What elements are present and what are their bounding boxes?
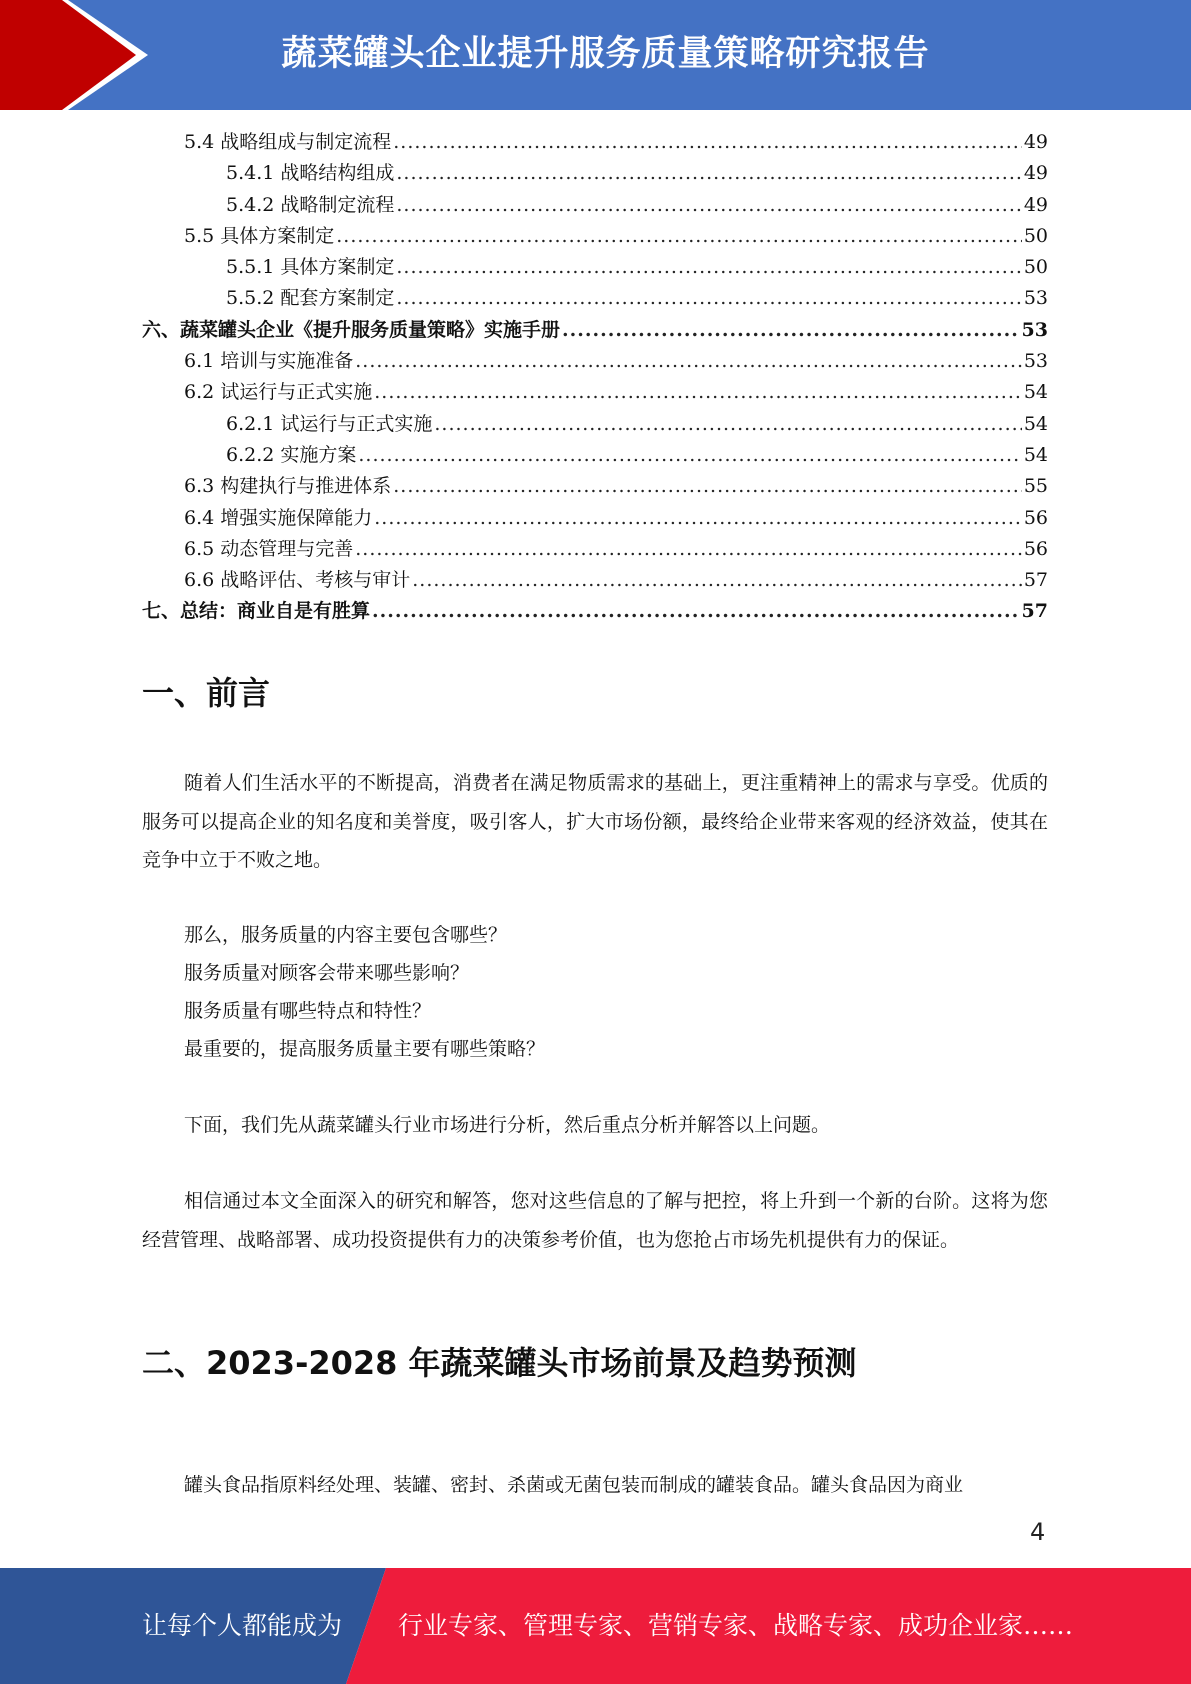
analysis-intro-paragraph: 下面，我们先从蔬菜罐头行业市场进行分析，然后重点分析并解答以上问题。	[184, 1114, 831, 1136]
section-heading-market-forecast: 二、2023-2028 年蔬菜罐头市场前景及趋势预测	[142, 1344, 857, 1382]
toc-entry[interactable]	[142, 565, 1048, 596]
toc-entry-page: 55	[1023, 475, 1048, 498]
toc-entry[interactable]	[142, 158, 1048, 189]
toc-entry-page: 56	[1023, 506, 1048, 529]
toc-entry[interactable]	[142, 127, 1048, 158]
toc-entry[interactable]	[142, 503, 1048, 534]
toc-entry-label: 5.4.1 战略结构组成	[226, 162, 395, 185]
toc-leader-dots	[336, 221, 1022, 252]
toc-entry-page: 49	[1023, 131, 1048, 153]
toc-entry-label: 5.5 具体方案制定	[184, 224, 335, 247]
footer-slogan-right: 行业专家、管理专家、营销专家、战略专家、成功企业家……	[398, 1611, 1074, 1640]
footer-slogan-left: 让每个人都能成为	[142, 1611, 343, 1640]
toc-entry-label: 6.1 培训与实施准备	[184, 350, 354, 373]
question-line: 服务质量有哪些特点和特性？	[184, 1000, 432, 1022]
toc-entry[interactable]	[142, 252, 1048, 283]
question-line: 最重要的，提高服务质量主要有哪些策略？	[184, 1038, 546, 1060]
toc-leader-dots	[396, 158, 1021, 189]
table-of-contents	[142, 127, 1048, 628]
toc-entry[interactable]	[142, 596, 1048, 627]
toc-entry[interactable]	[142, 315, 1048, 346]
toc-entry-label: 6.5 动态管理与完善	[184, 537, 354, 560]
toc-leader-dots	[396, 252, 1021, 283]
toc-entry-page: 57	[1021, 600, 1048, 623]
toc-entry-label: 6.2 试运行与正式实施	[184, 381, 373, 404]
toc-entry-label: 6.4 增强实施保障能力	[184, 506, 373, 529]
report-title: 蔬菜罐头企业提升服务质量策略研究报告	[281, 34, 930, 74]
toc-entry-page: 53	[1021, 318, 1048, 341]
toc-leader-dots	[358, 440, 1021, 471]
toc-entry-page: 56	[1023, 537, 1048, 560]
toc-leader-dots	[393, 471, 1022, 502]
market-paragraph: 罐头食品指原料经处理、装罐、密封、杀菌或无菌包装而制成的罐装食品。罐头食品因为商业	[184, 1474, 964, 1496]
page-footer	[0, 1568, 1191, 1684]
toc-leader-dots	[396, 283, 1021, 314]
toc-entry-page: 57	[1023, 569, 1048, 592]
toc-entry-page: 50	[1023, 256, 1048, 279]
toc-entry[interactable]	[142, 283, 1048, 314]
toc-leader-dots	[396, 190, 1021, 221]
toc-entry-label: 七、总结：商业自是有胜算	[142, 600, 371, 623]
toc-leader-dots	[412, 565, 1022, 596]
section-heading-preface: 一、前言	[142, 674, 271, 712]
toc-entry-label: 6.6 战略评估、考核与审计	[184, 569, 411, 592]
value-paragraph: 相信通过本文全面深入的研究和解答，您对这些信息的了解与把控，将上升到一个新的台阶。这将为您经营管理、战略部署、成功投资提供有力的决策参考价值，也为您抢占市场先机提供有力的保证。	[142, 1190, 1048, 1251]
toc-leader-dots	[374, 503, 1022, 534]
toc-entry[interactable]	[142, 534, 1048, 565]
toc-entry-page: 53	[1023, 350, 1048, 373]
toc-entry-label: 6.2.1 试运行与正式实施	[226, 412, 433, 435]
toc-entry-label: 6.3 构建执行与推进体系	[184, 475, 392, 498]
toc-entry[interactable]	[142, 440, 1048, 471]
toc-leader-dots	[355, 346, 1022, 377]
page-number: 4	[1030, 1518, 1046, 1546]
toc-entry-label: 5.4.2 战略制定流程	[226, 193, 395, 216]
toc-leader-dots	[562, 315, 1020, 346]
toc-entry-page: 54	[1023, 443, 1048, 466]
question-line: 那么，服务质量的内容主要包含哪些？	[184, 924, 508, 946]
preface-paragraph: 随着人们生活水平的不断提高，消费者在满足物质需求的基础上，更注重精神上的需求与享受。优质的服务可以提高企业的知名度和美誉度，吸引客人，扩大市场份额，最终给企业带来客观的经济效益，使其在竞争中立于不败之地。	[142, 772, 1048, 871]
toc-leader-dots	[393, 127, 1022, 158]
page-header	[0, 0, 1191, 110]
toc-entry-label: 5.4 战略组成与制定流程	[184, 131, 392, 153]
toc-entry[interactable]	[142, 471, 1048, 502]
toc-entry[interactable]	[142, 409, 1048, 440]
toc-leader-dots	[374, 377, 1022, 408]
toc-entry-page: 54	[1023, 381, 1048, 404]
toc-entry-page: 54	[1023, 412, 1048, 435]
toc-entry-label: 六、蔬菜罐头企业《提升服务质量策略》实施手册	[142, 318, 561, 341]
toc-leader-dots	[355, 534, 1022, 565]
toc-entry-page: 49	[1023, 162, 1048, 185]
toc-entry[interactable]	[142, 221, 1048, 252]
toc-entry-page: 50	[1023, 224, 1048, 247]
toc-entry-page: 53	[1023, 287, 1048, 310]
toc-entry-label: 5.5.1 具体方案制定	[226, 256, 395, 279]
question-line: 服务质量对顾客会带来哪些影响？	[184, 962, 470, 984]
toc-entry[interactable]	[142, 377, 1048, 408]
toc-leader-dots	[434, 409, 1021, 440]
toc-entry-label: 6.2.2 实施方案	[226, 443, 357, 466]
toc-entry[interactable]	[142, 346, 1048, 377]
toc-entry-page: 49	[1023, 193, 1048, 216]
toc-leader-dots	[372, 596, 1020, 627]
toc-entry[interactable]	[142, 190, 1048, 221]
toc-entry-label: 5.5.2 配套方案制定	[226, 287, 395, 310]
